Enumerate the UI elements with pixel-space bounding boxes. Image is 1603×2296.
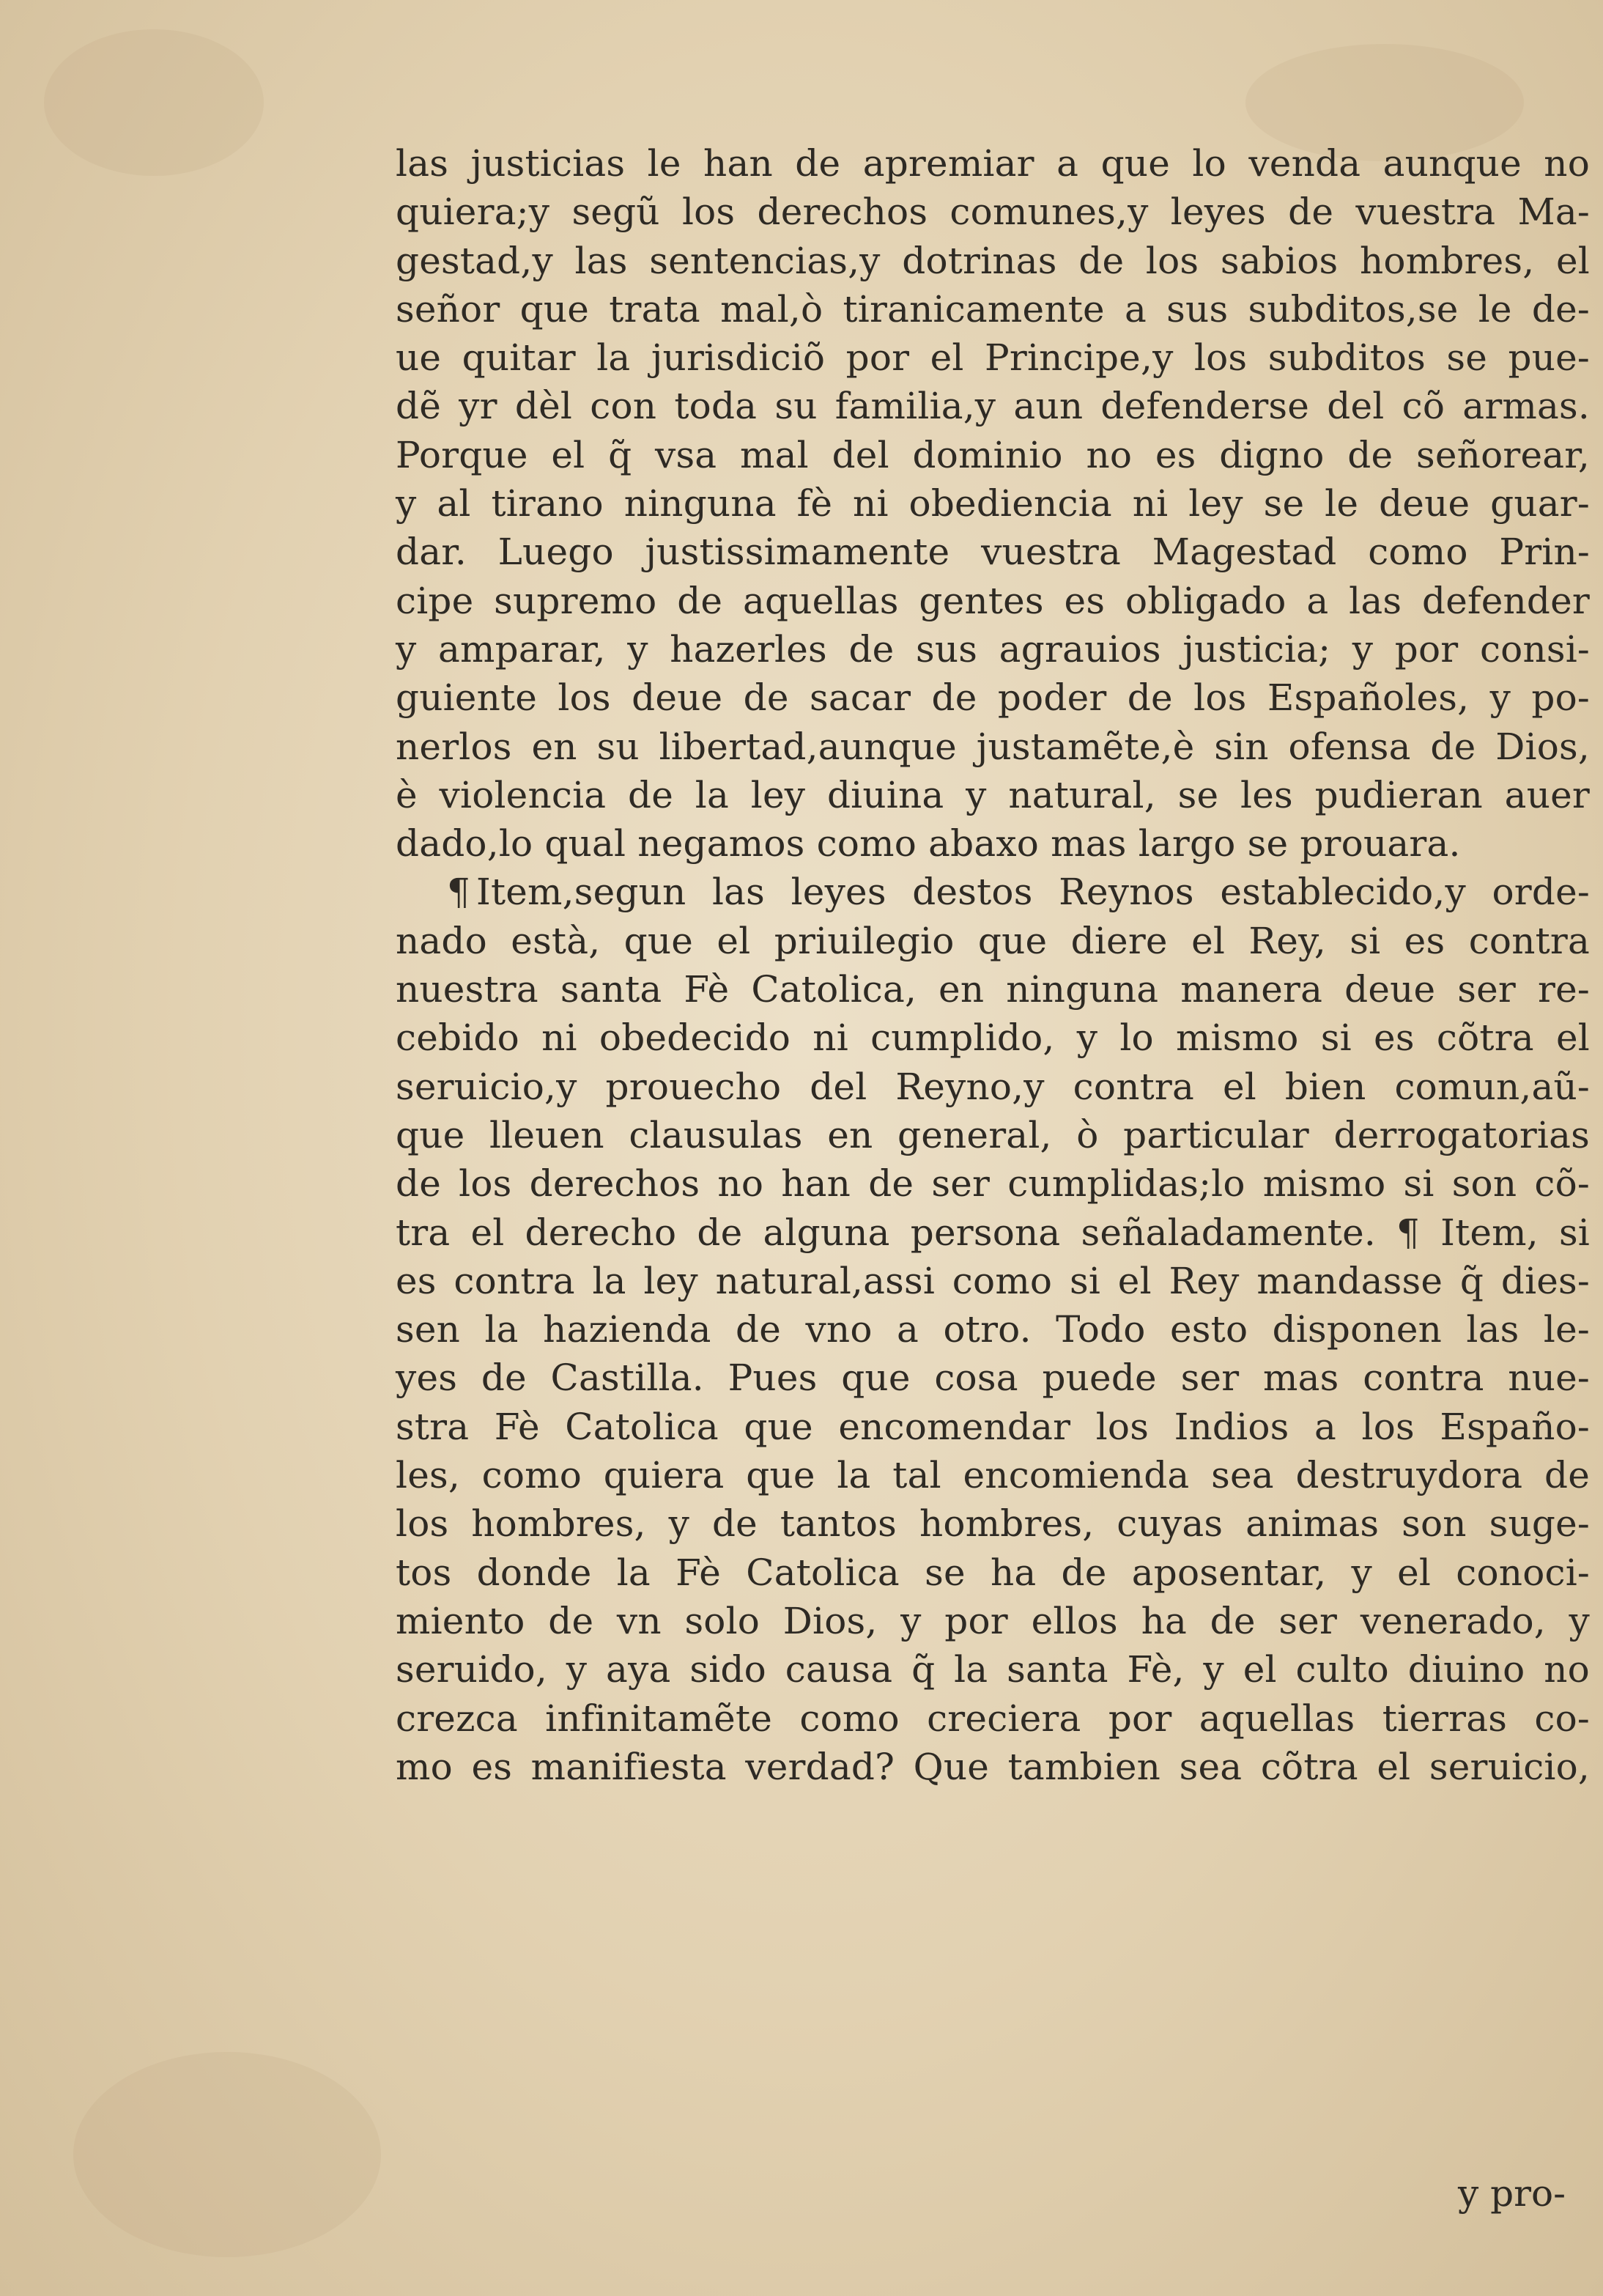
catchword: y pro- [1458, 2172, 1566, 2215]
text-line: señor que trata mal,ò tiranicamente a sus subditos,se le de- [396, 287, 1590, 331]
text-line: nado està, que el priuilegio que diere el Rey, si es contra [396, 919, 1590, 962]
text-line: stra Fè Catolica que encomendar los Indios a los Españo- [396, 1405, 1590, 1448]
text-line: seruido, y aya sido causa q̃ la santa Fè, y el culto diuino no [396, 1648, 1590, 1691]
text-line: de los derechos no han de ser cumplidas;lo mismo si son cõ- [396, 1162, 1590, 1206]
text-line: les, como quiera que la tal encomienda sea destruydora de [396, 1454, 1590, 1497]
text-line: y al tirano ninguna fè ni obediencia ni ley se le deue guar- [396, 482, 1590, 525]
text-line: dado,lo qual negamos como abaxo mas largo se prouara. [396, 822, 1461, 865]
text-line: es contra la ley natural,assi como si el Rey mandasse q̃ dies- [396, 1259, 1590, 1302]
text-line: tra el derecho de alguna persona señaladamente. ¶ Item, si [396, 1211, 1590, 1254]
text-line: cipe supremo de aquellas gentes es obligado a las defender [396, 579, 1590, 622]
text-line: que lleuen clausulas en general, ò particular derrogatorias [396, 1113, 1590, 1156]
text-line: nerlos en su libertad,aunque justamẽte,è sin ofensa de Dios, [396, 725, 1590, 768]
text-line: Porque el q̃ vsa mal del dominio no es digno de señorear, [396, 433, 1590, 476]
text-line: ue quitar la jurisdiciõ por el Principe,y los subditos se pue- [396, 336, 1590, 380]
pilcrow-icon: ¶ [447, 871, 471, 914]
text-line: y amparar, y hazerles de sus agrauios justicia; y por consi- [396, 627, 1590, 671]
text-line: gestad,y las sentencias,y dotrinas de los sabios hombres, el [396, 239, 1590, 282]
text-line: yes de Castilla. Pues que cosa puede ser mas contra nue- [396, 1356, 1590, 1400]
text-line: tos donde la Fè Catolica se ha de aposentar, y el conoci- [396, 1551, 1590, 1594]
paper-stain [44, 29, 264, 176]
text-line: dar. Luego justissimamente vuestra Magestad como Prin- [396, 531, 1590, 574]
text-line: miento de vn solo Dios, y por ellos ha de ser venerado, y [396, 1599, 1590, 1642]
text-line: las justicias le han de apremiar a que lo venda aunque no [396, 142, 1590, 185]
text-line: Item,segun las leyes destos Reynos establecido,y orde- [476, 871, 1590, 914]
text-line: dẽ yr dèl con toda su familia,y aun defenderse del cõ armas. [396, 385, 1590, 428]
text-line: sen la hazienda de vno a otro. Todo esto disponen las le- [396, 1308, 1590, 1351]
text-line: crezca infinitamẽte como creciera por aquellas tierras co- [396, 1697, 1590, 1740]
text-line: quiera;y segũ los derechos comunes,y leyes de vuestra Ma- [396, 191, 1590, 234]
text-line: guiente los deue de sacar de poder de los Españoles, y po- [396, 676, 1590, 720]
text-line: seruicio,y prouecho del Reyno,y contra el bien comun,aũ- [396, 1065, 1590, 1108]
text-line: è violencia de la ley diuina y natural, se les pudieran auer [396, 773, 1590, 816]
body-text [396, 139, 1590, 1791]
text-line: nuestra santa Fè Catolica, en ninguna manera deue ser re- [396, 968, 1590, 1011]
text-line: mo es manifiesta verdad? Que tambien sea cõtra el seruicio, [396, 1745, 1590, 1788]
paragraph-start-line [396, 868, 1590, 916]
text-line: cebido ni obedecido ni cumplido, y lo mismo si es cõtra el [396, 1016, 1590, 1060]
text-line: los hombres, y de tantos hombres, cuyas animas son suge- [396, 1502, 1590, 1546]
paper-stain [73, 2052, 381, 2257]
